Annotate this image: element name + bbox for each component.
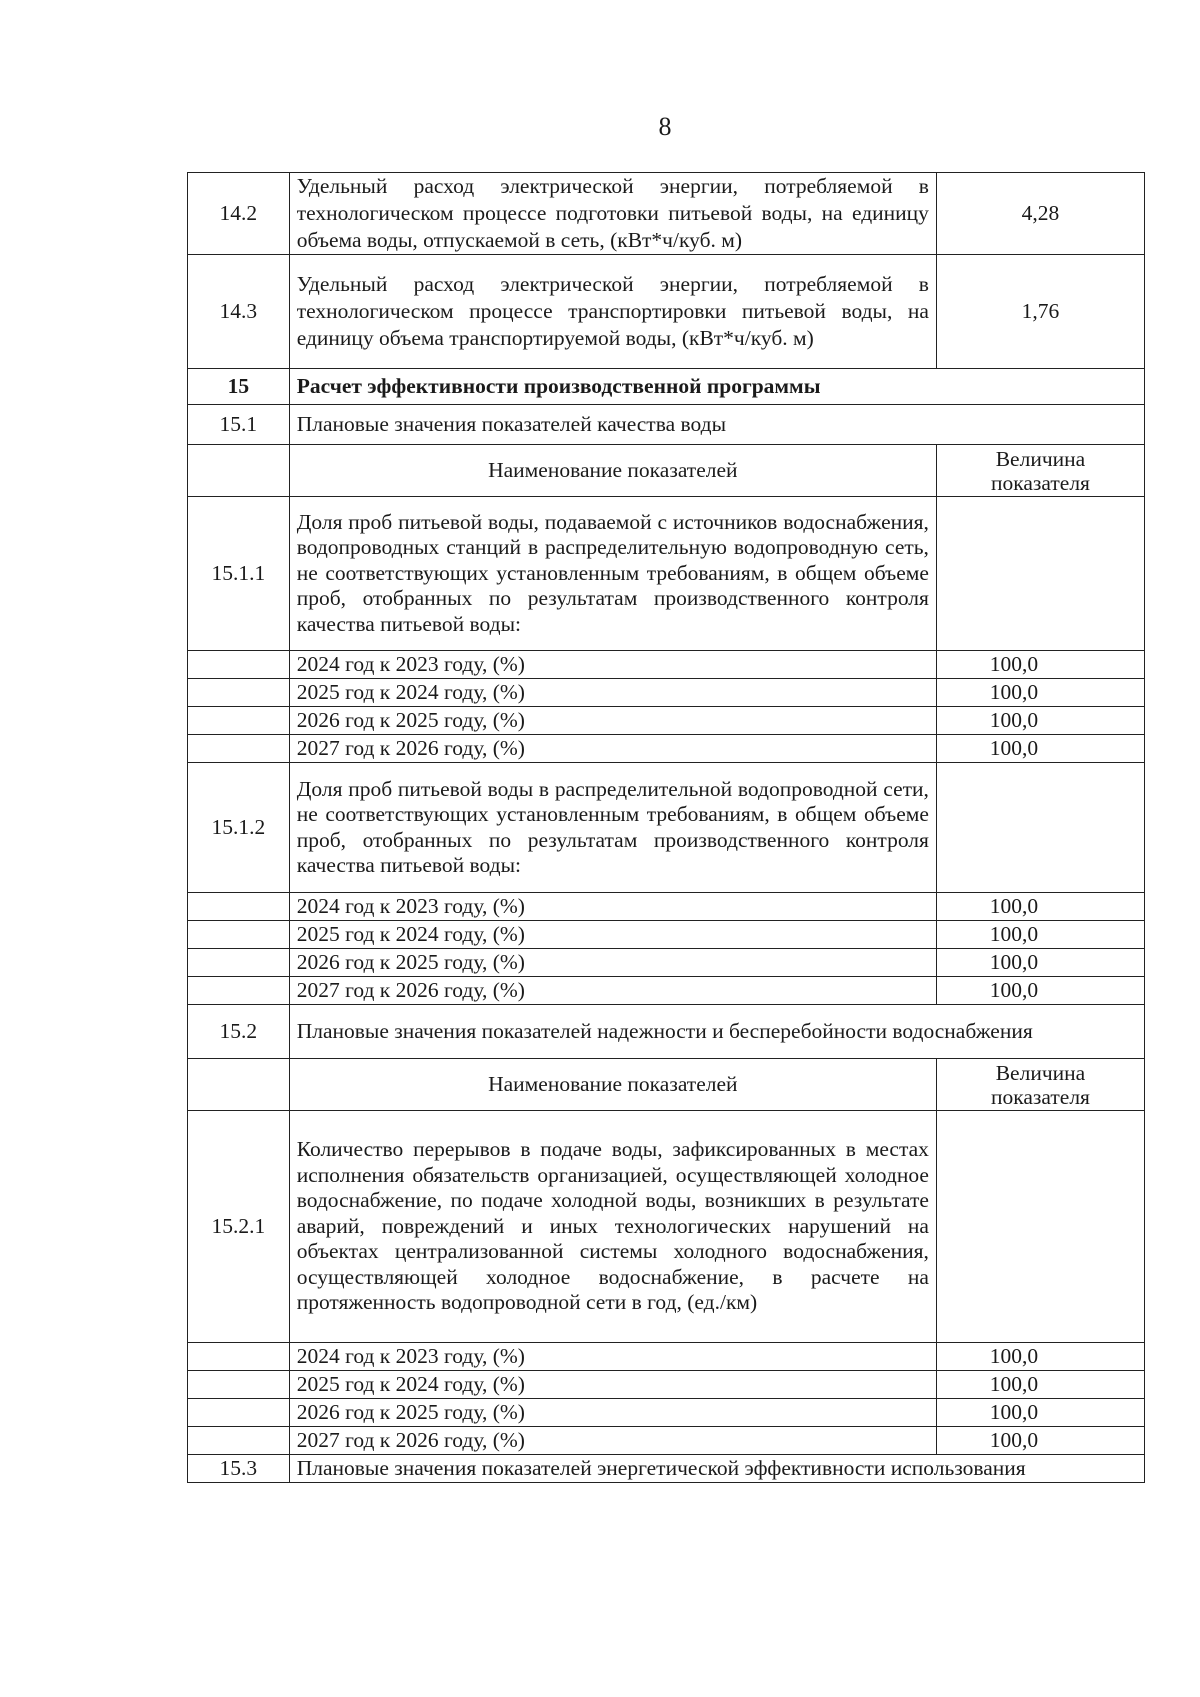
year-value: 100,0 bbox=[936, 977, 1144, 1005]
subsection-row bbox=[188, 1005, 1145, 1059]
table-row bbox=[188, 173, 1145, 255]
section-title: Расчет эффективности производственной программы bbox=[289, 369, 1144, 405]
year-row bbox=[188, 977, 1145, 1005]
year-label: 2025 год к 2024 году, (%) bbox=[289, 921, 936, 949]
year-row bbox=[188, 921, 1145, 949]
subsection-row bbox=[188, 405, 1145, 445]
indicator-text: Количество перерывов в подаче воды, зафиксированных в местах исполнения обязательств организацией, осуществляющей холодное водоснабжение, по подаче холодной воды, возникших в результате аварий, повреждений и иных технологических нарушений на объектах централизованной системы холодного водоснабжения, осуществляющей холодное водоснабжение, в расчете на протяженность водопроводной сети в год, (ед./км) bbox=[289, 1111, 936, 1343]
row-number: 15.1.1 bbox=[188, 497, 290, 651]
year-row bbox=[188, 707, 1145, 735]
year-row bbox=[188, 1343, 1145, 1371]
subsection-title: Плановые значения показателей надежности и бесперебойности водоснабжения bbox=[289, 1005, 1144, 1059]
year-label: 2024 год к 2023 году, (%) bbox=[289, 1343, 936, 1371]
year-label: 2026 год к 2025 году, (%) bbox=[289, 707, 936, 735]
year-row bbox=[188, 1371, 1145, 1399]
indicator-value: 1,76 bbox=[936, 255, 1144, 369]
year-row bbox=[188, 679, 1145, 707]
table-row bbox=[188, 763, 1145, 893]
row-number: 14.2 bbox=[188, 173, 290, 255]
header-row bbox=[188, 445, 1145, 497]
year-value: 100,0 bbox=[936, 707, 1144, 735]
year-value: 100,0 bbox=[936, 1343, 1144, 1371]
indicators-table bbox=[187, 172, 1145, 1483]
year-row bbox=[188, 1427, 1145, 1455]
year-row bbox=[188, 949, 1145, 977]
header-row bbox=[188, 1059, 1145, 1111]
year-row bbox=[188, 1399, 1145, 1427]
subsection-title: Плановые значения показателей энергетической эффективности использования bbox=[289, 1455, 1144, 1483]
indicator-text: Удельный расход электрической энергии, потребляемой в технологическом процессе подготовки питьевой воды, на единицу объема воды, отпускаемой в сеть, (кВт*ч/куб. м) bbox=[289, 173, 936, 255]
year-label: 2026 год к 2025 году, (%) bbox=[289, 949, 936, 977]
year-row bbox=[188, 651, 1145, 679]
indicator-text: Доля проб питьевой воды, подаваемой с источников водоснабжения, водопроводных станций в распределительную водопроводную сеть, не соответствующих установленным требованиям, в общем объеме проб, отобранных по результатам производственного контроля качества питьевой воды: bbox=[289, 497, 936, 651]
column-header-name: Наименование показателей bbox=[289, 445, 936, 497]
indicator-value: 4,28 bbox=[936, 173, 1144, 255]
subsection-number: 15.3 bbox=[188, 1455, 290, 1483]
subsection-number: 15.2 bbox=[188, 1005, 290, 1059]
section-number: 15 bbox=[188, 369, 290, 405]
table-row bbox=[188, 1111, 1145, 1343]
row-number: 15.2.1 bbox=[188, 1111, 290, 1343]
year-value: 100,0 bbox=[936, 735, 1144, 763]
year-value: 100,0 bbox=[936, 651, 1144, 679]
year-label: 2026 год к 2025 году, (%) bbox=[289, 1399, 936, 1427]
indicator-text: Удельный расход электрической энергии, потребляемой в технологическом процессе транспортировки питьевой воды, на единицу объема транспортируемой воды, (кВт*ч/куб. м) bbox=[289, 255, 936, 369]
indicator-text: Доля проб питьевой воды в распределительной водопроводной сети, не соответствующих установленным требованиям, в общем объеме проб, отобранных по результатам производственного контроля качества питьевой воды: bbox=[289, 763, 936, 893]
indicators-table-wrapper bbox=[187, 172, 1145, 1483]
year-label: 2027 год к 2026 году, (%) bbox=[289, 735, 936, 763]
year-label: 2027 год к 2026 году, (%) bbox=[289, 1427, 936, 1455]
column-header-name: Наименование показателей bbox=[289, 1059, 936, 1111]
year-value: 100,0 bbox=[936, 893, 1144, 921]
column-header-value: Величина показателя bbox=[936, 1059, 1144, 1111]
year-value: 100,0 bbox=[936, 949, 1144, 977]
year-value: 100,0 bbox=[936, 1399, 1144, 1427]
subsection-title: Плановые значения показателей качества воды bbox=[289, 405, 1144, 445]
table-row bbox=[188, 255, 1145, 369]
column-header-value: Величина показателя bbox=[936, 445, 1144, 497]
row-number: 15.1.2 bbox=[188, 763, 290, 893]
year-row bbox=[188, 893, 1145, 921]
year-value: 100,0 bbox=[936, 679, 1144, 707]
year-label: 2025 год к 2024 году, (%) bbox=[289, 1371, 936, 1399]
year-value: 100,0 bbox=[936, 1371, 1144, 1399]
year-row bbox=[188, 735, 1145, 763]
year-label: 2025 год к 2024 году, (%) bbox=[289, 679, 936, 707]
year-value: 100,0 bbox=[936, 1427, 1144, 1455]
year-label: 2027 год к 2026 году, (%) bbox=[289, 977, 936, 1005]
row-number: 14.3 bbox=[188, 255, 290, 369]
page-number: 8 bbox=[658, 112, 672, 141]
subsection-number: 15.1 bbox=[188, 405, 290, 445]
subsection-row bbox=[188, 1455, 1145, 1483]
section-row bbox=[188, 369, 1145, 405]
year-value: 100,0 bbox=[936, 921, 1144, 949]
year-label: 2024 год к 2023 году, (%) bbox=[289, 651, 936, 679]
year-label: 2024 год к 2023 году, (%) bbox=[289, 893, 936, 921]
table-row bbox=[188, 497, 1145, 651]
